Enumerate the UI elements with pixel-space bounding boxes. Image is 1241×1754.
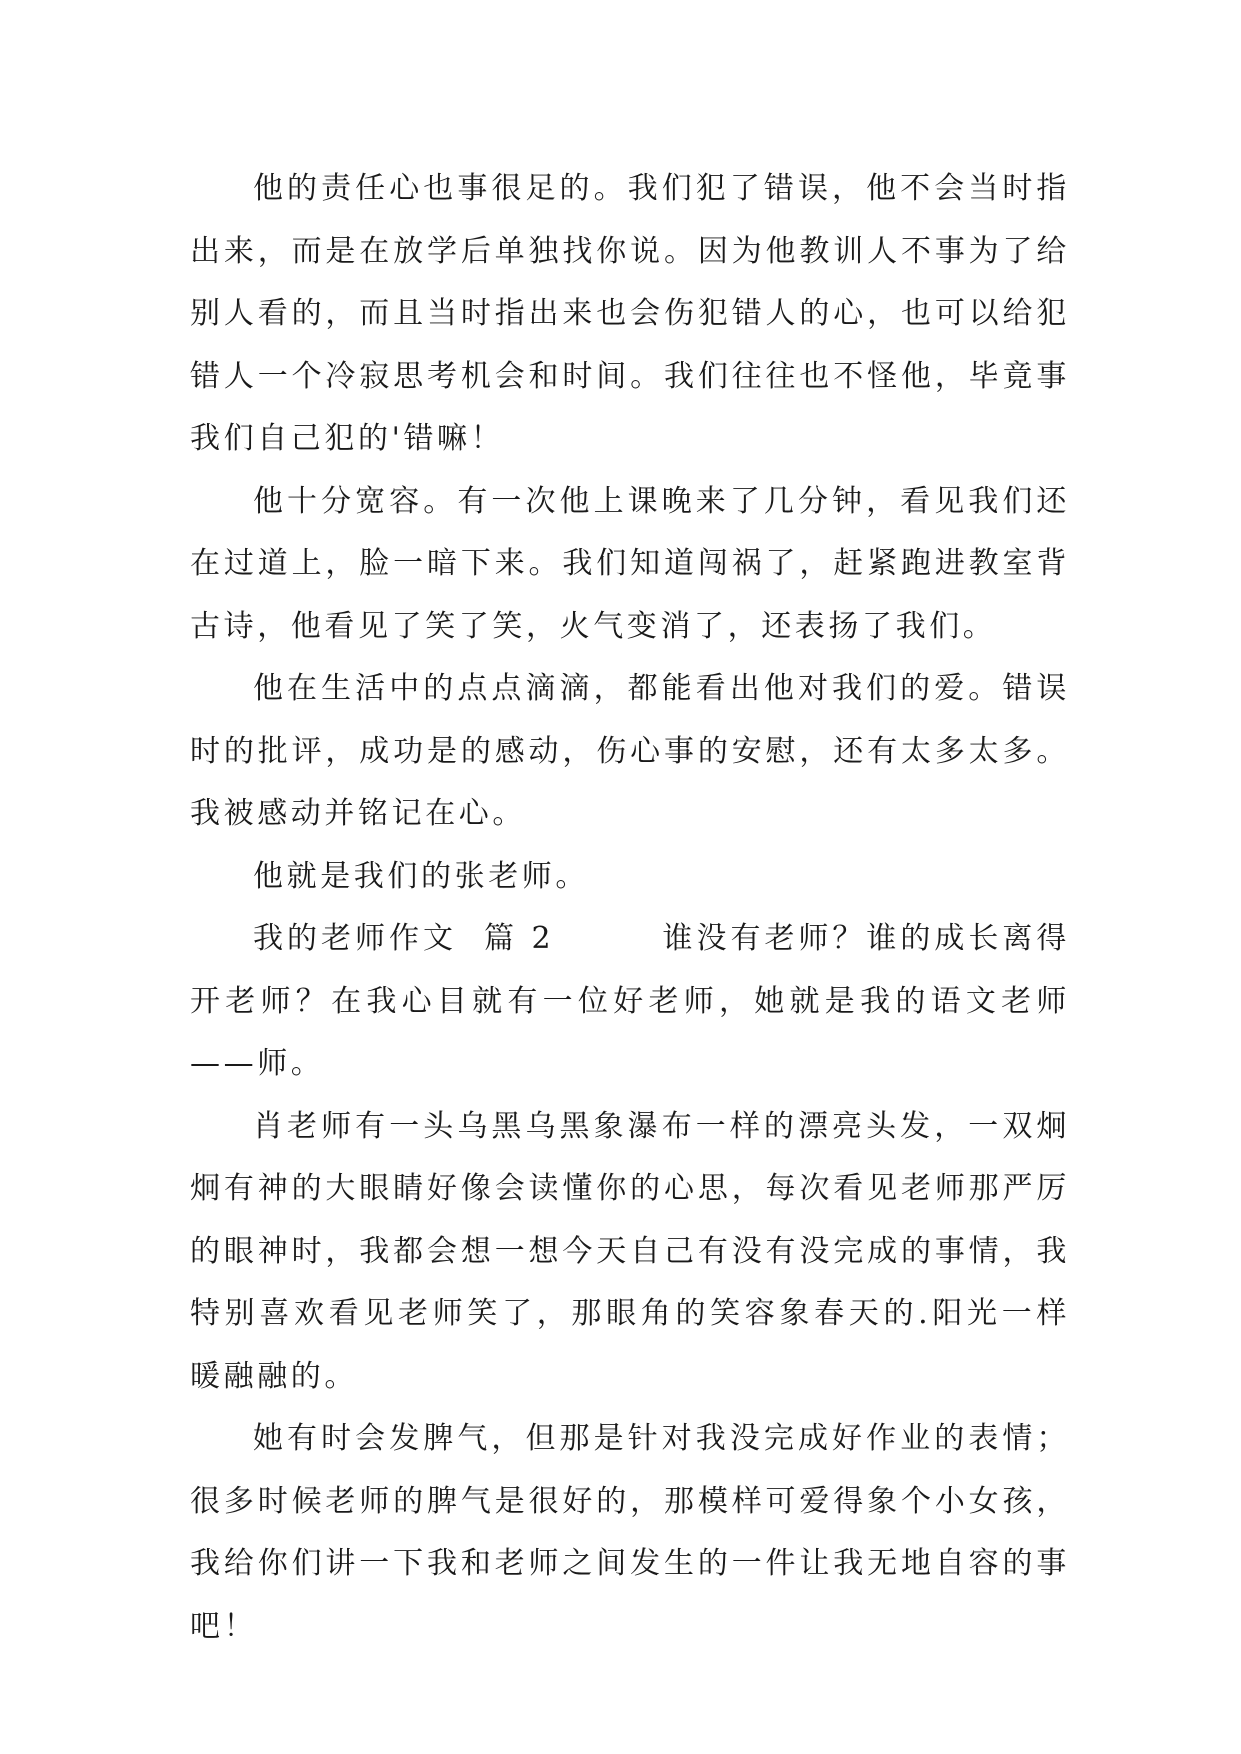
paragraph-temper: 她有时会发脾气，但那是针对我没完成好作业的表情；很多时候老师的脾气是很好的，那模样可爱得象个小女孩，我给你们讲一下我和老师之间发生的一件让我无地自容的事吧！ xyxy=(190,1421,1070,1644)
paragraph-responsibility: 他的责任心也事很足的。我们犯了错误，他不会当时指出来，而是在放学后单独找你说。因为他教训人不事为了给别人看的，而且当时指出来也会伤犯错人的心，也可以给犯错人一个冷寂思考机会和时间。我们往往也不怪他，毕竟事我们自己犯的'错嘛！ xyxy=(190,171,1070,456)
paragraph-tolerance: 他十分宽容。有一次他上课晚来了几分钟，看见我们还在过道上，脸一暗下来。我们知道闯祸了，赶紧跑进教室背古诗，他看见了笑了笑，火气变消了，还表扬了我们。 xyxy=(190,483,1070,644)
paragraph-teacher-xiao: 肖老师有一头乌黑乌黑象瀑布一样的漂亮头发，一双炯炯有神的大眼睛好像会读懂你的心思，每次看见老师那严厉的眼神时，我都会想一想今天自己有没有没完成的事情，我特别喜欢看见老师笑了，那眼角的笑容象春天的.阳光一样暖融融的。 xyxy=(190,1108,1070,1394)
paragraph-daily-life: 他在生活中的点点滴滴，都能看出他对我们的爱。错误时的批评，成功是的感动，伤心事的安慰，还有太多太多。我被感动并铭记在心。 xyxy=(190,671,1070,831)
document-page xyxy=(190,158,1070,1658)
paragraph-teacher-zhang: 他就是我们的张老师。 xyxy=(253,858,589,894)
paragraph-essay-2-intro: 我的老师作文 篇 2 谁没有老师？谁的成长离得开老师？在我心目就有一位好老师，她就是我的语文老师——师。 xyxy=(190,921,1070,1081)
